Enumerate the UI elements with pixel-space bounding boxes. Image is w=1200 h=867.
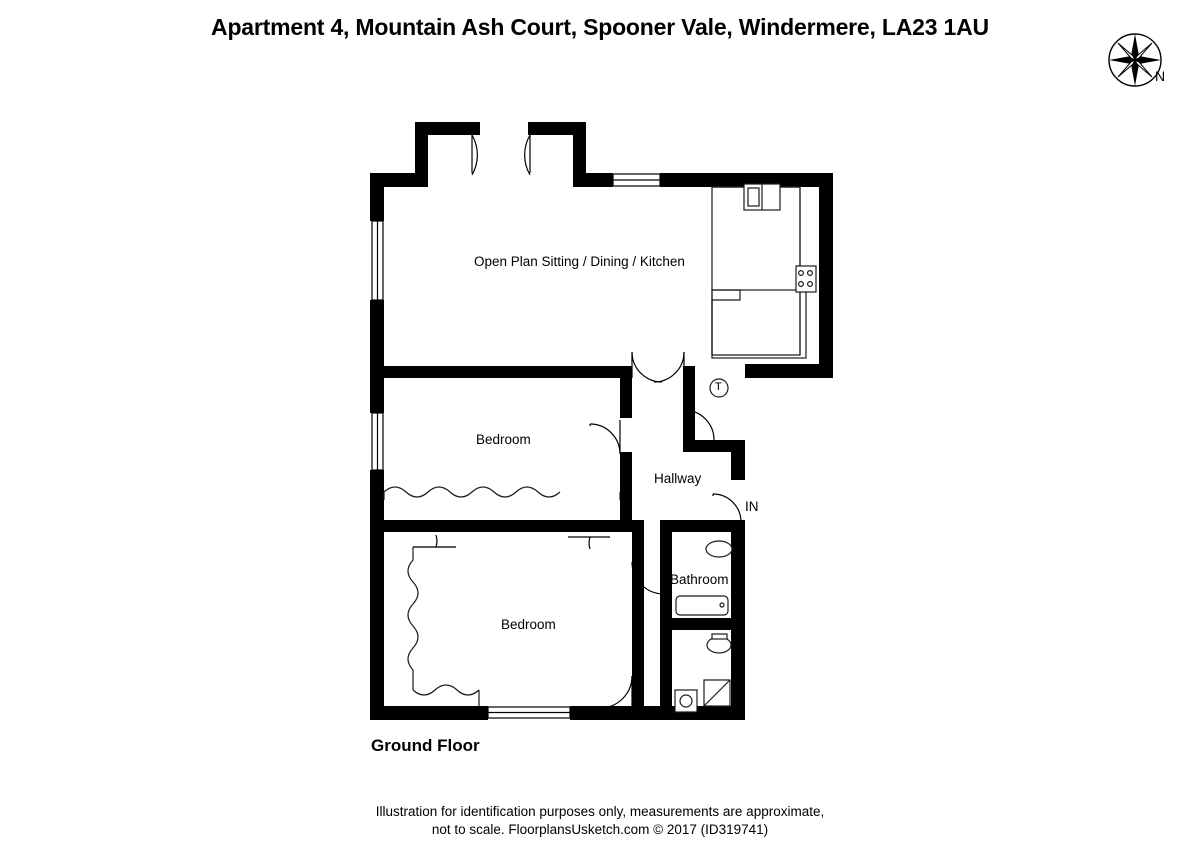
entrance-marker-label: IN	[745, 499, 759, 514]
bedroom-furniture	[384, 487, 620, 706]
interior-walls	[370, 366, 733, 720]
kitchen-fixtures	[712, 184, 816, 358]
compass-north-label: N	[1155, 68, 1166, 84]
room-label-bathroom: Bathroom	[670, 572, 729, 587]
room-label-bedroom-1: Bedroom	[476, 432, 531, 447]
footer-line-1: Illustration for identification purposes only, measurements are approximate,	[375, 804, 825, 819]
footer-disclaimer	[0, 803, 1200, 839]
bathroom-fixtures	[676, 541, 732, 653]
footer-line-2: not to scale. FloorplansUsketch.com © 2017 (ID319741)	[431, 822, 769, 837]
floor-name-label: Ground Floor	[371, 736, 480, 755]
room-label-bedroom-2: Bedroom	[501, 617, 556, 632]
room-label-hallway: Hallway	[654, 471, 702, 486]
room-label-open-plan: Open Plan Sitting / Dining / Kitchen	[474, 254, 685, 269]
tank-marker-label: T	[715, 381, 722, 393]
page-title: Apartment 4, Mountain Ash Court, Spooner Vale, Windermere, LA23 1AU	[211, 14, 989, 40]
